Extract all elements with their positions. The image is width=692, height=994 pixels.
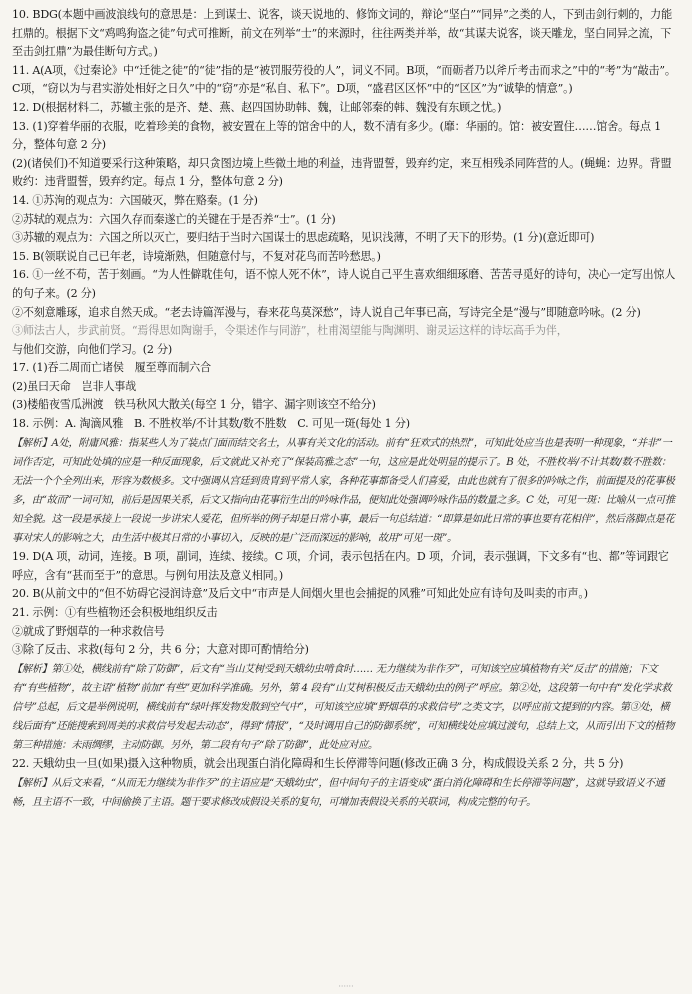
answer-16-part-2: ②不刻意雕琢，追求自然天成。“老去诗篇浑漫与，春来花鸟莫深愁”，诗人说自己年事已高，写诗完全是“漫与”即随意吟咏。(2 分) bbox=[12, 305, 641, 319]
answer-14-part-1: 14. ①苏洵的观点为：六国破灭，弊在赂秦。(1 分) bbox=[12, 193, 258, 207]
page-footer: ······ bbox=[338, 982, 354, 991]
analysis-22: 【解析】从后文来看，“从而无力继续为非作歹”的主语应是“天蛾幼虫”，但中间句子的主语变成“蛋白消化障碍和生长停滞等问题”，这就导致语义不通畅，且主语不一致，中间偷换了主语。题干要求修改成假设关系的复句，可增加表假设关系的关联词，构成完整的句子。 bbox=[12, 777, 665, 808]
answer-21-part-1: 21. 示例：①有些植物还会积极地组织反击 bbox=[12, 606, 218, 619]
analysis-18: 【解析】A处，附庸风雅：指某些人为了装点门面而结交名士，从事有关文化的活动。前有“狂欢式的热烈”，可知此处应当也是表明一种现象，“并非”一词作否定，可知此处填的应是一种反面现象，后文就此又补充了“保装高雅之态”一句，这应是此处明显的提示了。B 处，不胜枚举/不计其数/数不胜数：无法一个个全列出来，形容为数极多。文中强调从宫廷到贵胄到平常人家，各种花事都备受人们喜爱，由此也就有了很多的吟咏之作，前面提及的花事极多，由“故而”一词可知，前后是因果关系，后文又指向由花事衍生出的吟咏作品，便知此处强调吟咏作品的数量之多。C 处，可见一斑：比喻从一点可推知全貌。这一段是承接上一段说一步讲宋人爱花，但所举的例子却是日常小事，最后一句总结道：“即算是如此日常的事也要有花相伴”，然后落脚点是花事对宋人的影响之大，由生活中极其日常的小事切入，反映的是广泛而深远的影响，故用“可见一斑”。 bbox=[12, 437, 675, 545]
answer-10: 10. BDG(本题中画波浪线句的意思是：上到谋士、说客，谈天说地的、修饰文词的，辩论“坚白”“同异”之类的人，下到击剑行刺的，力能扛鼎的。根据下文“鸡鸣狗盗之徒”句式可推断，前文在列举“士”的来源时，往往两类并举，故“其谋夫说客，谈天雕龙，坚白同异之流，下至击剑扛鼎”为最佳断句方式。) bbox=[12, 8, 672, 59]
answer-20: 20. B(从前文中的“但不妨碍它浸润诗意”及后文中“市声是人间烟火里也会捕捉的风雅”可知此处应有诗句及叫卖的市声。) bbox=[12, 587, 588, 601]
analysis-21: 【解析】第①处，横线前有“除了防御”，后文有“当山艾树受到天蛾幼虫啃食时…… 无力继续为非作歹”，可知该空应填植物有关“反击”的措施；下文有“有些植物”，故主语“植物”前加“有些”更加科学准确。另外，第 4 段有“山艾树积极反击天蛾幼虫的例子”呼应。第②处，这段第一句中有“发化学求救信号”总起，后文是举例说明，横线前有“绿叶挥发物发散到空气中”，可知该空应填“野烟草的求救信号”之类文字，以呼应前文提到的内容。第③处，横线后面有“还能搜索到周美的求救信号发起去动态”，得到“情报”，“及时调用自己的防御系统”，可知横线处应填过渡句，总结上文，从而引出下文的植物第三种措施：未雨绸缪，主动防御。另外，第二段有句子“除了防御”，此处应对应。 bbox=[12, 663, 675, 752]
answer-17-part-1: 17. (1)吞二周而亡诸侯 履至尊而制六合 bbox=[12, 361, 211, 375]
answer-16-part-1: 16. ①一丝不苟，苦于刻画。“为人性僻耽佳句，语不惊人死不休”，诗人说自己平生喜欢细细琢磨、苦苦寻觅好的诗句，决心一定写出惊人的句子来。(2 分) bbox=[12, 268, 676, 300]
answer-19: 19. D(A 项，动词，连接。B 项，副词，连续、接续。C 项，介词，表示包括在内。D 项，介词，表示强调，下文多有“也、都”等词跟它呼应，含有“甚而至于”的意思。与例句用法及意义相同。) bbox=[12, 550, 669, 582]
answer-15: 15. B(领联说自己已年老，诗境渐熟，但随意付与，不复对花鸟而苦吟愁思。) bbox=[12, 249, 381, 263]
answer-12: 12. D(根据材料二，苏辙主张的是齐、楚、燕、赵四国协助韩、魏，让邮邻秦的韩、魏没有东顾之忧。) bbox=[12, 100, 502, 114]
answer-16-part-3-end: 与他们交游，向他们学习。(2 分) bbox=[12, 342, 173, 356]
answer-14 bbox=[12, 192, 678, 248]
answer-14-part-2: ②苏轼的观点为：六国久存而秦遂亡的关键在于是否养“士”。(1 分) bbox=[12, 212, 336, 226]
answer-11: 11. A(A项，《过秦论》中“迁徙之徒”的“徒”指的是“被罚服劳役的人”，词义不同。B项，“而砺者乃以斧斤考击而求之”中的“考”为“敲击”。C项，“窃以为与君实游处相好之日久”中的“窃”亦是“私自、私下”。D项，“盛君区区怀”中的“区区”为“诚挚的情意”。) bbox=[12, 63, 676, 96]
answer-21 bbox=[12, 604, 678, 660]
answer-16-part-3: ③师法古人，步武前贤。“焉得思如陶谢手，令渠述作与同游”，杜甫渴望能与陶渊明、谢灵运这样的诗坛高手为伴， bbox=[12, 324, 568, 338]
answer-14-part-3: ③苏辙的观点为：六国之所以灭亡，要归结于当时六国谋士的思虑疏略，见识浅薄，不明了天下的形势。(1 分)(意近即可) bbox=[12, 231, 595, 245]
answer-21-part-2: ②就成了野烟草的一种求救信号 bbox=[12, 624, 165, 638]
answer-13-part-1: 13. (1)穿着华丽的衣服，吃着珍美的食物，被安置在上等的馆舍中的人，数不清有多少。(靡：华丽的。馆：被安置住……馆舍。每点 1 分，整体句意 2 分) bbox=[12, 119, 661, 152]
answer-13-part-2: (2)(诸侯们)不知道要采行这种策略，却只贪图边境上些微土地的利益，违背盟誓，毁弃约定，来互相残杀同阵营的人。(蝇蝇：边界。背盟败约：违背盟誓，毁弃约定。每点 1 分，整体句意 2 分) bbox=[12, 156, 672, 189]
answer-17-part-3: (3)楼船夜雪瓜洲渡 铁马秋风大散关(每空 1 分，错字、漏字则该空不给分) bbox=[12, 398, 376, 412]
answer-16 bbox=[12, 266, 678, 359]
answer-18: 18. 示例：A. 淘滴风雅 B. 不胜枚举/不计其数/数不胜数 C. 可见一斑(每处 1 分) bbox=[12, 417, 410, 431]
answer-17-part-2: (2)虽曰天命 岂非人事哉 bbox=[12, 379, 137, 393]
answer-13 bbox=[12, 118, 678, 192]
answer-21-part-3: ③除了反击、求救(每句 2 分，共 6 分；大意对即可酌情给分) bbox=[12, 643, 309, 657]
answer-22: 22. 天蛾幼虫一旦(如果)摄入这种物质，就会出现蛋白消化障碍和生长停滞等问题(修改正确 3 分，构成假设关系 2 分，共 5 分) bbox=[12, 757, 624, 771]
answer-17 bbox=[12, 359, 678, 415]
